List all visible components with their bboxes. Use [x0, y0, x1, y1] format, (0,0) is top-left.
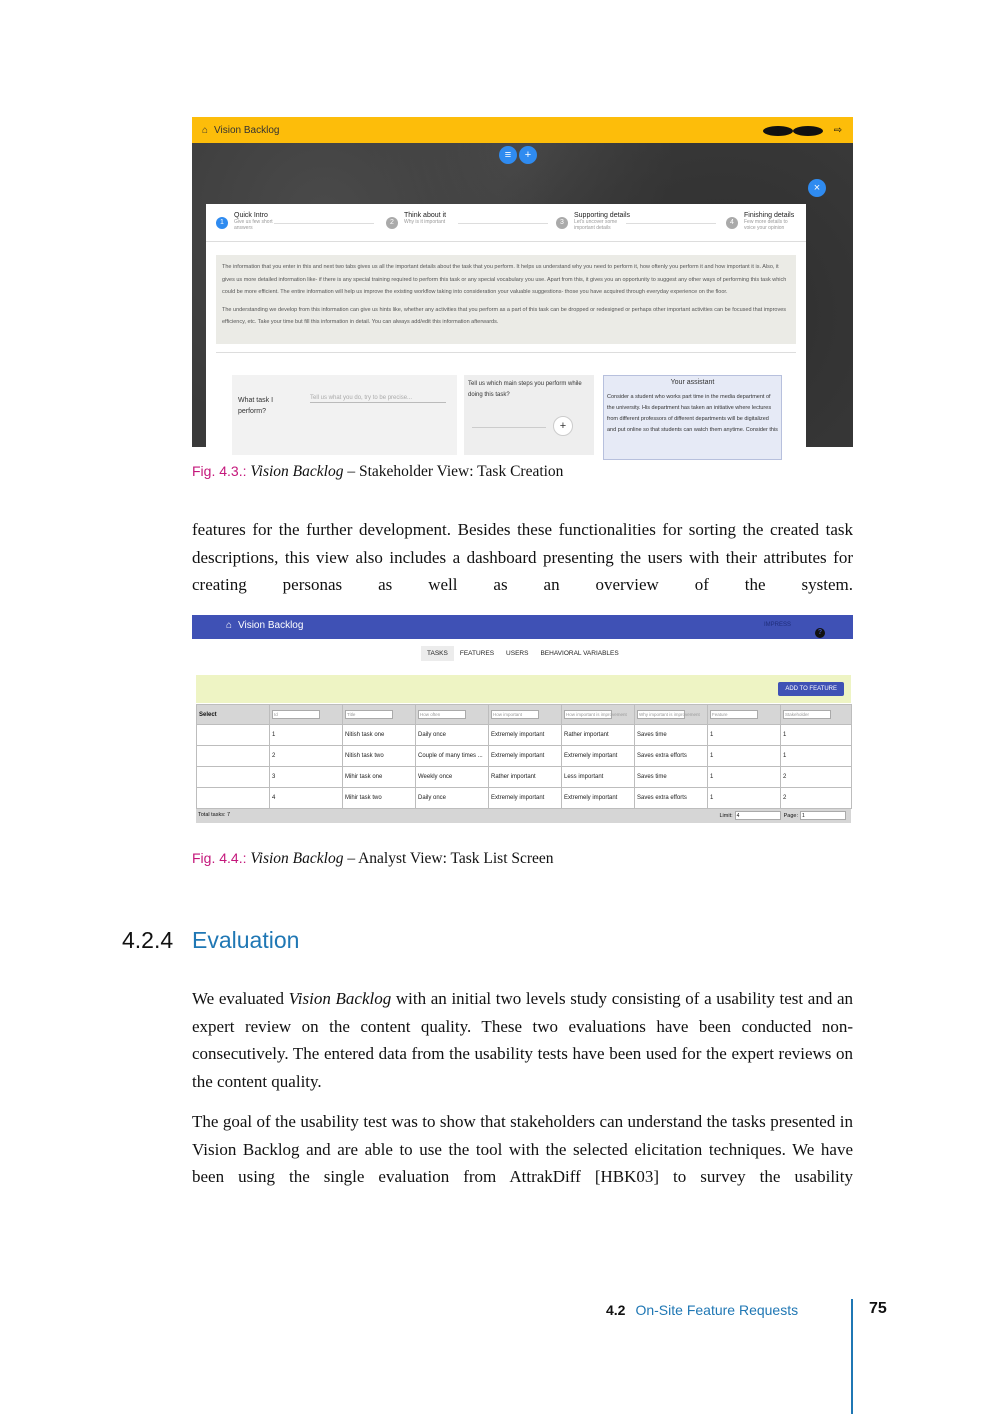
filter-input-title[interactable]: Title [345, 710, 393, 719]
logout-icon[interactable]: ⇨ [833, 124, 843, 136]
table-row[interactable]: 1 Nitish task one Daily once Extremely important Rather important Saves time 1 1 [197, 725, 852, 746]
step-finishing-details[interactable]: 4 Finishing details Few more details to voice your opinion [726, 212, 799, 231]
filter-input-improvement-reason[interactable]: Why important is improvement [639, 712, 700, 717]
app-title: Vision Backlog [238, 620, 304, 631]
select-header: Select [197, 705, 270, 725]
figure-task-list-screenshot [192, 615, 853, 831]
table-footer [196, 809, 851, 823]
table-row[interactable]: 2 Nitish task two Couple of many times ... Extremely important Extremely important Saves extra efforts 1 1 [197, 746, 852, 767]
tab-bar [421, 646, 625, 661]
task-table [196, 704, 852, 809]
wizard-stepper [206, 204, 806, 242]
list-view-icon[interactable]: ≡ [499, 146, 517, 164]
figure-caption-4-3: Fig. 4.3.: Vision Backlog – Stakeholder View: Task Creation [192, 463, 564, 480]
account-icon[interactable]: ● [793, 125, 823, 136]
filter-input-feature[interactable]: Feature [710, 710, 758, 719]
steps-input-line[interactable] [472, 427, 546, 428]
help-icon[interactable]: ? [815, 621, 825, 639]
select-cell[interactable] [197, 767, 270, 788]
section-number: 4.2.4 [122, 927, 174, 953]
filter-input-stakeholder[interactable]: Stakeholder [783, 710, 831, 719]
task-question: What task I perform? [238, 397, 274, 415]
filter-input-id[interactable]: Id [272, 710, 320, 719]
pagination: Limit: 4 Page: 1 [719, 811, 849, 820]
close-icon[interactable]: × [808, 179, 826, 197]
page-number: 75 [869, 1300, 887, 1317]
assistant-box [603, 375, 782, 460]
filter-input-how-often[interactable]: How often [418, 710, 466, 719]
figure-task-creation-screenshot [192, 117, 853, 447]
total-tasks: Total tasks: 7 [198, 812, 231, 818]
add-icon[interactable]: + [519, 146, 537, 164]
add-to-feature-button[interactable]: ADD TO FEATURE [778, 682, 844, 696]
info-text-box: The information that you enter in this and next two tabs gives us all the important details about the task that you perform. It helps us understand why you need to perform it, how oftenly you perform it and how important it is. Also, it gives us more detailed information like- if there is any special training required to perform this task or any special vocabulary you use. Apart from this, it gives you an opportunity to suggest any other ways of performing this task which could be more efficient. The entire information will help us improve the existing workflow taking into consideration your valuable suggestions- those you have acquired through everyday experience on the floor. The understanding we develop from this information can give us hints like, whether any activities that you perform as a part of this task can be dropped or redesigned or perhaps other important activities can be focused that improves efficiency, etc. Take your time but fill this information in detail. You can always add/edit this information afterwards. [216, 255, 796, 344]
tab-users[interactable]: USERS [506, 650, 529, 657]
steps-question: Tell us which main steps you perform while doing this task? [468, 381, 582, 398]
app-top-bar [192, 117, 853, 143]
step-think-about-it[interactable]: 2 Think about it Why is it important [386, 212, 464, 229]
tab-tasks[interactable]: TASKS [421, 646, 454, 661]
tab-behavioral-variables[interactable]: BEHAVIORAL VARIABLES [540, 650, 619, 657]
add-step-button[interactable]: + [553, 416, 573, 436]
task-wizard-panel [206, 204, 806, 454]
page-input[interactable]: 1 [800, 811, 846, 820]
divider [216, 352, 796, 353]
table-row[interactable]: 4 Mihir task two Daily once Extremely important Extremely important Saves extra efforts 1 2 [197, 788, 852, 809]
body-paragraph: The goal of the usability test was to show that stakeholders can understand the tasks presented in Vision Backlog and are able to use the tool with the selected elicitation techniques. We have been using the single evaluation from AttrakDiff [HBK03] to survey the usability [192, 1112, 853, 1186]
app-title: Vision Backlog [214, 124, 280, 136]
step-quick-intro[interactable]: 1 Quick Intro Give us few short answers [216, 212, 279, 231]
limit-input[interactable]: 4 [735, 811, 781, 820]
task-input[interactable]: Tell us what you do, try to be precise... [310, 395, 446, 403]
figure-caption-4-4: Fig. 4.4.: Vision Backlog – Analyst View: Task List Screen [192, 850, 554, 867]
body-paragraph: features for the further development. Besides these functionalities for sorting the created task descriptions, this view also includes a dashboard presenting the users with their attributes for creating personas as well as an overview of the system. [192, 520, 853, 594]
home-icon[interactable]: ⌂ [202, 124, 209, 136]
filter-input-improvement-importance[interactable]: How important is improvement [566, 712, 627, 717]
impress-link[interactable]: IMPRESS [764, 622, 792, 628]
body-paragraph: We evaluated Vision Backlog with an initial two levels study consisting of a usability test and an expert review on the content quality. These two evaluations have been conducted non-consecutively. The entered data from the usability tests have been used for the expert reviews on the content quality. [192, 989, 854, 1091]
steps-card [464, 375, 594, 455]
select-cell[interactable] [197, 746, 270, 767]
home-icon[interactable]: ⌂ [226, 620, 233, 631]
task-card [232, 375, 457, 455]
table-row[interactable]: 3 Mihir task one Weekly once Rather important Less important Saves time 1 2 [197, 767, 852, 788]
table-toolbar [196, 675, 851, 703]
help-icon[interactable]: ? [763, 125, 793, 136]
select-cell[interactable] [197, 725, 270, 746]
filter-row [197, 705, 852, 725]
assistant-title: Your assistant [670, 379, 715, 386]
assistant-text: Consider a student who works part time in the media department of the university. His department has taken an initiative where lectures from different professors of different departments will be digitalized and put online so that students can watch them anytime. Consider this [607, 394, 778, 433]
step-supporting-details[interactable]: 3 Supporting details Let's uncover some important details [556, 212, 630, 231]
filter-input-how-important[interactable]: How important [491, 710, 539, 719]
select-cell[interactable] [197, 788, 270, 809]
tab-features[interactable]: FEATURES [459, 650, 495, 657]
top-bar-actions [763, 117, 853, 143]
footer-rule [851, 1299, 853, 1414]
running-footer: 4.2 On-Site Feature Requests [606, 1302, 799, 1318]
section-title: Evaluation [192, 927, 300, 953]
app-top-bar [192, 615, 853, 639]
